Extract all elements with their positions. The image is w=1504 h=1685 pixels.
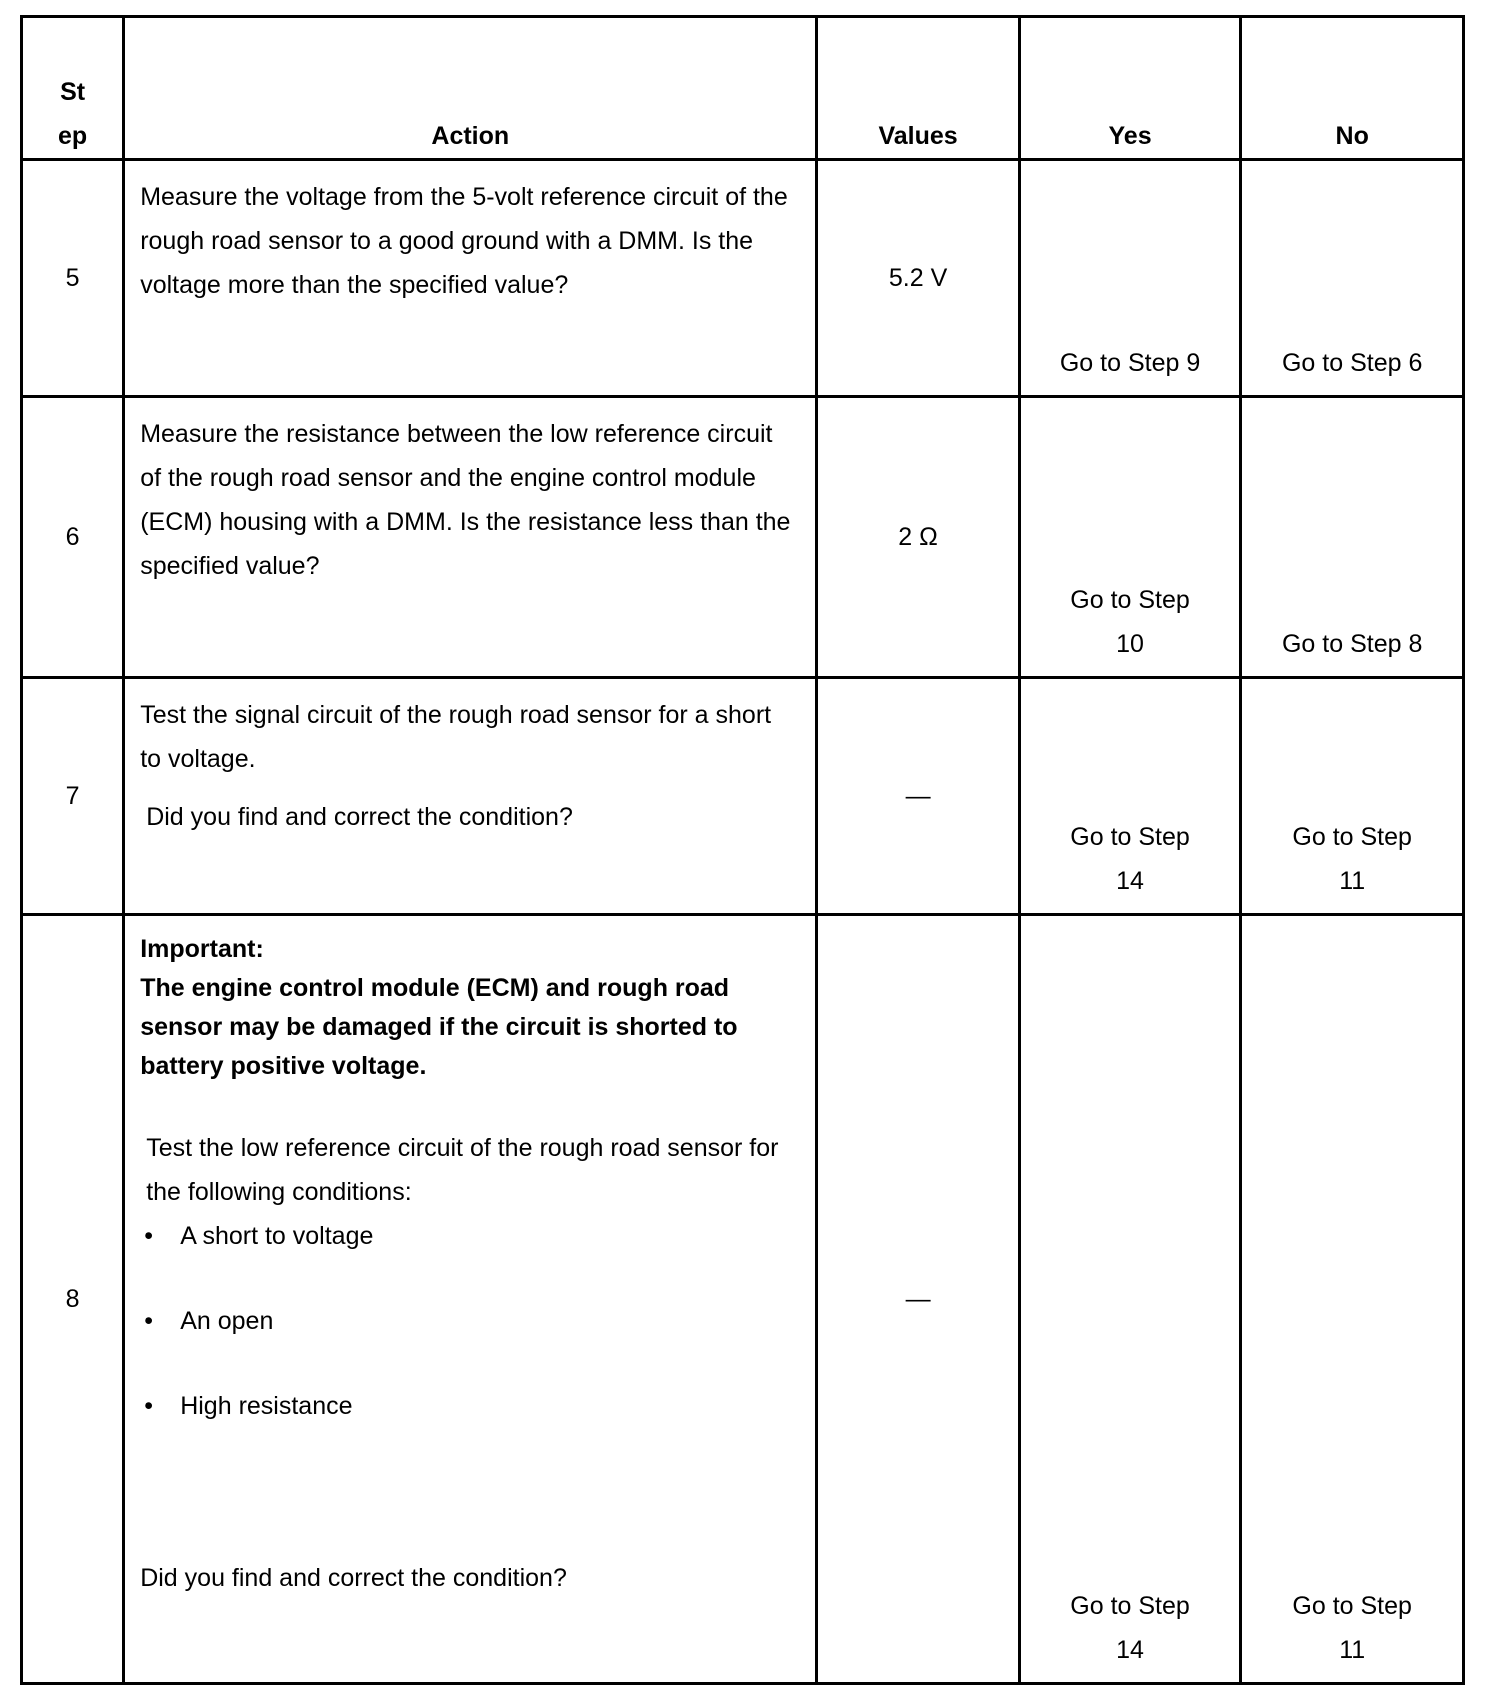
yes-link-line1: Go to Step — [1070, 586, 1190, 614]
header-step-line2: ep — [58, 122, 88, 150]
no-link-line1: Go to Step — [1292, 1592, 1412, 1620]
yes-link-line2: 14 — [1116, 1636, 1144, 1664]
header-values: Values — [817, 17, 1019, 160]
no-link-line2: 11 — [1339, 1636, 1366, 1664]
condition-text: An open — [180, 1307, 274, 1335]
yes-link-line2: 10 — [1116, 630, 1144, 658]
no-link-text: Go to Step 8 — [1281, 630, 1423, 658]
no-link[interactable] — [1241, 160, 1464, 397]
table-row — [22, 915, 1464, 1684]
header-yes: Yes — [1019, 17, 1241, 160]
step-number: 5 — [22, 160, 124, 397]
action-cell — [124, 678, 817, 915]
value-cell: 2 Ω — [817, 397, 1019, 678]
important-label: Important: — [140, 935, 264, 963]
table-row — [22, 160, 1464, 397]
bullet-icon: • — [144, 1307, 153, 1335]
no-link-line2: 11 — [1339, 867, 1366, 895]
list-item — [140, 1299, 795, 1343]
action-text: Measure the resistance between the low reference circuit of the rough road sensor and the engine control module (ECM) housing with a DMM. Is the resistance less than the specified value? — [124, 397, 817, 678]
condition-text: High resistance — [180, 1392, 353, 1420]
no-link-line1: Go to Step — [1292, 823, 1412, 851]
action-text: Test the signal circuit of the rough road sensor for a short to voltage. — [140, 701, 772, 773]
yes-link-line1: Go to Step — [1070, 823, 1190, 851]
list-item — [140, 1384, 795, 1428]
header-action: Action — [124, 17, 817, 160]
header-no: No — [1241, 17, 1464, 160]
no-link[interactable] — [1241, 678, 1464, 915]
action-cell — [124, 915, 817, 1684]
yes-link-line1: Go to Step — [1070, 1592, 1190, 1620]
header-step — [22, 17, 124, 160]
yes-link-text: Go to Step 9 — [1059, 349, 1201, 377]
diagnostic-table — [20, 15, 1465, 1685]
yes-link-line2: 14 — [1116, 867, 1144, 895]
value-cell: — — [817, 915, 1019, 1684]
condition-list — [140, 1214, 795, 1428]
no-link[interactable] — [1241, 915, 1464, 1684]
step-number: 8 — [22, 915, 124, 1684]
yes-link[interactable] — [1019, 678, 1241, 915]
action-question: Did you find and correct the condition? — [146, 803, 573, 831]
no-link-text: Go to Step 6 — [1281, 349, 1423, 377]
action-question: Did you find and correct the condition? — [140, 1564, 567, 1592]
yes-link[interactable] — [1019, 160, 1241, 397]
yes-link[interactable] — [1019, 397, 1241, 678]
step-number: 6 — [22, 397, 124, 678]
condition-text: A short to voltage — [180, 1222, 374, 1250]
header-row — [22, 17, 1464, 160]
step-number: 7 — [22, 678, 124, 915]
bullet-icon: • — [144, 1392, 153, 1420]
list-item — [140, 1214, 795, 1258]
table-row — [22, 678, 1464, 915]
action-text: Test the low reference circuit of the rough road sensor for the following conditions: — [146, 1134, 779, 1206]
table-row — [22, 397, 1464, 678]
bullet-icon: • — [144, 1222, 153, 1250]
action-text: Measure the voltage from the 5-volt reference circuit of the rough road sensor to a good ground with a DMM. Is the voltage more than the specified value? — [124, 160, 817, 397]
header-step-line1: St — [60, 78, 86, 106]
yes-link[interactable] — [1019, 915, 1241, 1684]
value-cell: — — [817, 678, 1019, 915]
important-text: The engine control module (ECM) and rough road sensor may be damaged if the circuit is shorted to battery positive voltage. — [140, 974, 738, 1080]
value-cell: 5.2 V — [817, 160, 1019, 397]
no-link[interactable] — [1241, 397, 1464, 678]
important-note — [140, 930, 795, 1086]
